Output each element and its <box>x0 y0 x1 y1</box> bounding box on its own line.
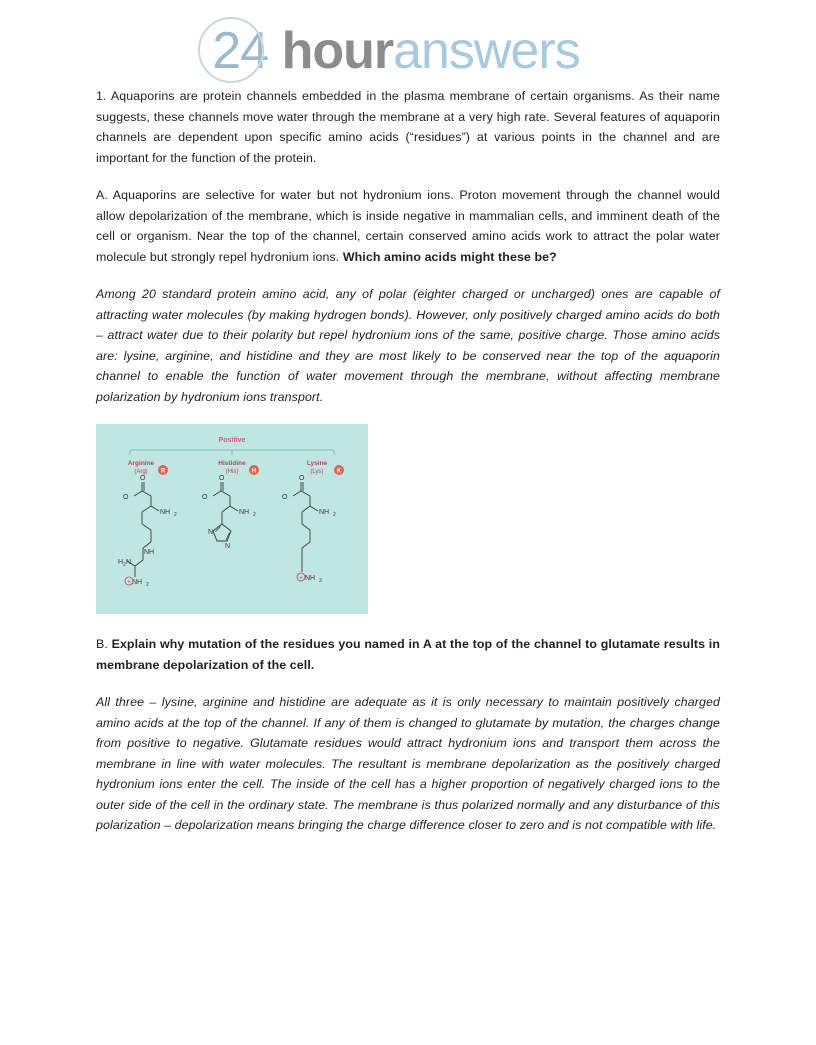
svg-text:Lysine: Lysine <box>306 460 328 467</box>
question-1-intro: 1. Aquaporins are protein channels embedded in the plasma membrane of certain organisms. As their name suggests, these channels move water through the membrane at a very high rate. Several features of aquaporin channels are dependent upon specific amino acids (“residues”) at various points in the channel and are important for the function of the protein. <box>96 89 720 165</box>
svg-text:NH: NH <box>160 509 171 516</box>
svg-text:N: N <box>225 543 231 550</box>
svg-text:+: + <box>127 579 131 586</box>
svg-text:(Lys): (Lys) <box>310 469 324 475</box>
document-content <box>0 86 816 836</box>
part-a-answer: Among 20 standard protein amino acid, any of polar (eighter charged or uncharged) ones are capable of attracting water molecules (by making hydrogen bonds). However, only positively charged amino acids do both – attract water due to their polarity but repel hydronium ions of the same, positive charge. Those amino acids are: lysine, arginine, and histidine and they are most likely to be conserved near the top of the aquaporin channel to enable the function of water movement through the membrane, without affecting membrane polarization by hydronium ions transport. <box>96 287 720 404</box>
svg-text:2: 2 <box>253 512 256 518</box>
amino-acid-structures-icon <box>96 424 368 614</box>
svg-text:(His): (His) <box>225 469 239 475</box>
svg-text:(Arg): (Arg) <box>134 469 148 475</box>
svg-text:R: R <box>160 468 166 475</box>
site-logo <box>0 0 816 86</box>
svg-text:2: 2 <box>146 582 149 588</box>
svg-text:H: H <box>118 559 124 566</box>
part-b-question <box>96 634 720 675</box>
part-a-question <box>96 185 720 267</box>
svg-text:2: 2 <box>174 512 177 518</box>
svg-text:2: 2 <box>333 512 336 518</box>
svg-text:NH: NH <box>319 509 330 516</box>
svg-text:Histidine: Histidine <box>218 460 246 467</box>
logo-circle-icon <box>198 17 264 83</box>
svg-text:H: H <box>251 468 257 475</box>
part-a-text: A. Aquaporins are selective for water but not hydronium ions. Proton movement through the channel would allow depolarization of the membrane, which is inside negative in mammalian cells, and imminent death of the cell or organism. Near the top of the channel, certain conserved amino acids work to attract the polar water molecule but strongly repel hydronium ions. <box>96 188 720 264</box>
svg-text:O: O <box>140 475 146 482</box>
svg-text:Positive: Positive <box>218 437 246 444</box>
figure-canvas <box>96 424 368 614</box>
svg-text:+: + <box>299 575 303 582</box>
amino-acid-figure <box>96 424 720 614</box>
part-b-answer: All three – lysine, arginine and histidine are adequate as it is only necessary to maintain positively charged amino acids at the top of the channel. If any of them is changed to glutamate by mutation, the charges change from positive to negative. Glutamate residues would attract hydronium ions and transport them across the membrane in line with water molecules. The resultant is membrane depolarization as the positively charged hydronium ions enter the cell. The inside of the cell has a higher proportion of negatively charged ions to the outer side of the cell in the ordinary state. The membrane is thus polarized normally and any disturbance of this polarization – depolarization means bringing the charge difference closer to zero and is not compatible with life. <box>96 695 720 832</box>
svg-text:O: O <box>219 475 225 482</box>
svg-text:N: N <box>126 559 132 566</box>
logo-number-text: 24 <box>212 22 269 80</box>
logo-number <box>212 22 281 80</box>
svg-text:O: O <box>282 494 288 501</box>
logo-hour-text: hour <box>281 22 394 80</box>
part-a-bold-text: Which amino acids might these be? <box>342 249 557 264</box>
svg-text:NH: NH <box>305 575 316 582</box>
logo-answers-text: answers <box>393 22 580 80</box>
svg-text:Arginine: Arginine <box>127 460 155 467</box>
svg-text:N: N <box>208 529 214 536</box>
logo-text <box>212 22 579 80</box>
svg-text:3: 3 <box>319 578 322 584</box>
svg-text:NH: NH <box>132 579 143 586</box>
svg-text:NH: NH <box>144 549 155 556</box>
svg-text:NH: NH <box>239 509 250 516</box>
part-b-prefix: B. <box>96 637 112 651</box>
svg-text:O: O <box>123 494 129 501</box>
svg-text:O: O <box>202 494 208 501</box>
svg-text:K: K <box>336 468 342 475</box>
svg-text:2: 2 <box>123 562 126 568</box>
part-b-bold-text: Explain why mutation of the residues you named in A at the top of the channel to glutamate results in membrane depolarization of the cell. <box>96 637 720 672</box>
svg-text:O: O <box>299 475 305 482</box>
